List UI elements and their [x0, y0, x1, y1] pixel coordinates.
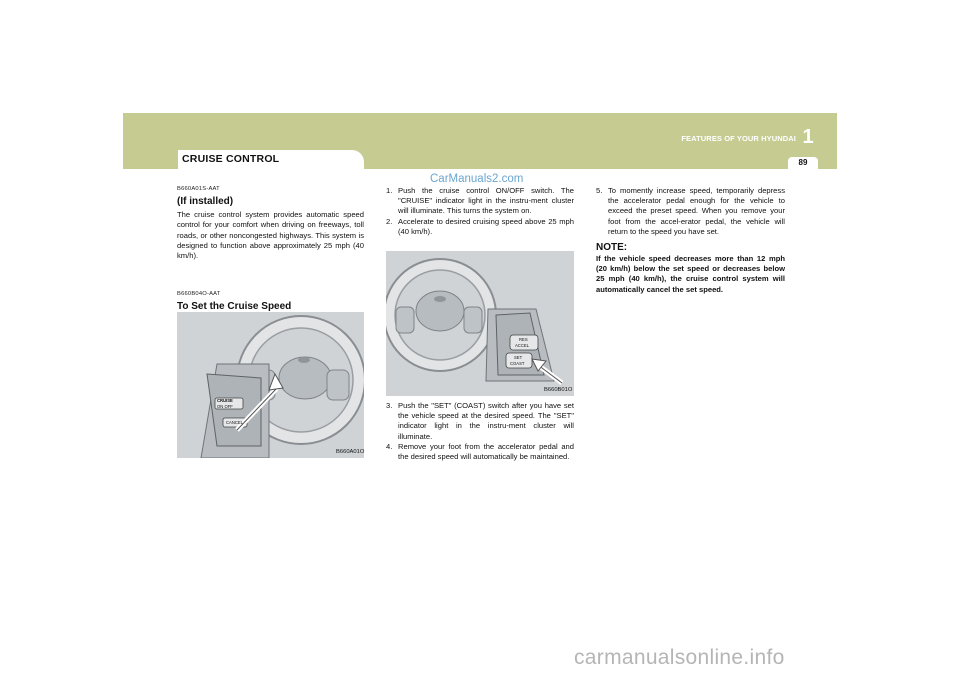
chapter-label: FEATURES OF YOUR HYUNDAI — [681, 134, 796, 143]
coast-button-label: COAST — [510, 361, 525, 366]
step-text: Push the cruise control ON/OFF switch. The "CRUISE" indicator light in the instru-ment cluster will illuminate. This turns the system on. — [398, 186, 574, 216]
section-code: B660B04O-AAT — [177, 291, 221, 297]
subhead-set-speed: To Set the Cruise Speed — [177, 301, 292, 313]
step-item — [386, 442, 574, 462]
step-text: Push the "SET" (COAST) switch after you have set the vehicle speed at the desired speed. The "SET" indicator light in the instru-ment cluster will illuminate. — [398, 401, 574, 441]
step-item — [386, 217, 574, 237]
steps-list-right — [596, 186, 785, 237]
res-button-label: RES — [519, 337, 528, 342]
subhead-if-installed: (If installed) — [177, 196, 234, 208]
watermark-link-bottom[interactable]: carmanualsonline.info — [574, 646, 785, 669]
step-number: 2. — [386, 216, 393, 226]
figure-caption-left: B660A01O — [336, 449, 365, 455]
steering-wheel-illustration — [177, 312, 364, 458]
steps-list-bottom — [386, 401, 574, 462]
steering-wheel-figure-left — [177, 312, 364, 458]
step-number: 5. — [596, 186, 603, 195]
step-text: To momently increase speed, temporarily depress the accelerator pedal enough for the vehicle to exceed the preset speed. When you remove your foot from the accel-erator pedal, the vehicle will return to the speed you have set. — [608, 186, 785, 236]
section-tab — [178, 150, 364, 169]
page-number: 89 — [798, 158, 808, 167]
left-column — [177, 184, 364, 261]
step-item — [386, 401, 574, 442]
cancel-button-label: CANCEL — [226, 420, 243, 425]
middle-column-top — [386, 186, 574, 237]
step-text: Remove your foot from the accelerator pedal and the desired speed will automatically be maintained. — [398, 441, 574, 462]
left-column-subsection — [177, 289, 364, 313]
steps-list-top — [386, 186, 574, 237]
step-text: Accelerate to desired cruising speed above 25 mph (40 km/h). — [398, 216, 574, 236]
watermark-link-top[interactable]: CarManuals2.com — [430, 173, 524, 185]
steering-wheel-illustration — [386, 251, 574, 396]
section-code: B660A01S-AAT — [177, 186, 220, 192]
note-title: NOTE: — [596, 242, 628, 254]
steering-wheel-figure-middle — [386, 251, 574, 396]
step-number: 4. — [386, 441, 393, 451]
on-off-button-label: ON OFF — [217, 404, 233, 409]
right-column — [596, 186, 785, 295]
step-number: 3. — [386, 401, 393, 410]
intro-paragraph: The cruise control system provides automatic speed control for your comfort when driving on freeways, toll roads, or other noncongested highways. This system is designed to function above approximately 25 mph (40 km/h). — [177, 210, 364, 261]
page-number-tab — [788, 157, 818, 169]
step-item — [596, 186, 785, 237]
cruise-button-label: CRUISE — [217, 398, 233, 403]
accel-button-label: ACCEL — [515, 343, 529, 348]
note-text: If the vehicle speed decreases more than 12 mph (20 km/h) below the set speed or decreases below 25 mph (40 km/h), the cruise control system will automatically cancel the set speed. — [596, 254, 785, 294]
step-number: 1. — [386, 186, 393, 195]
figure-caption-middle: B660B01O — [544, 387, 573, 393]
step-item — [386, 186, 574, 217]
middle-column-bottom — [386, 401, 574, 462]
chapter-number: 1 — [802, 126, 814, 148]
section-title: CRUISE CONTROL — [182, 153, 280, 165]
set-button-label: SET — [514, 355, 523, 360]
